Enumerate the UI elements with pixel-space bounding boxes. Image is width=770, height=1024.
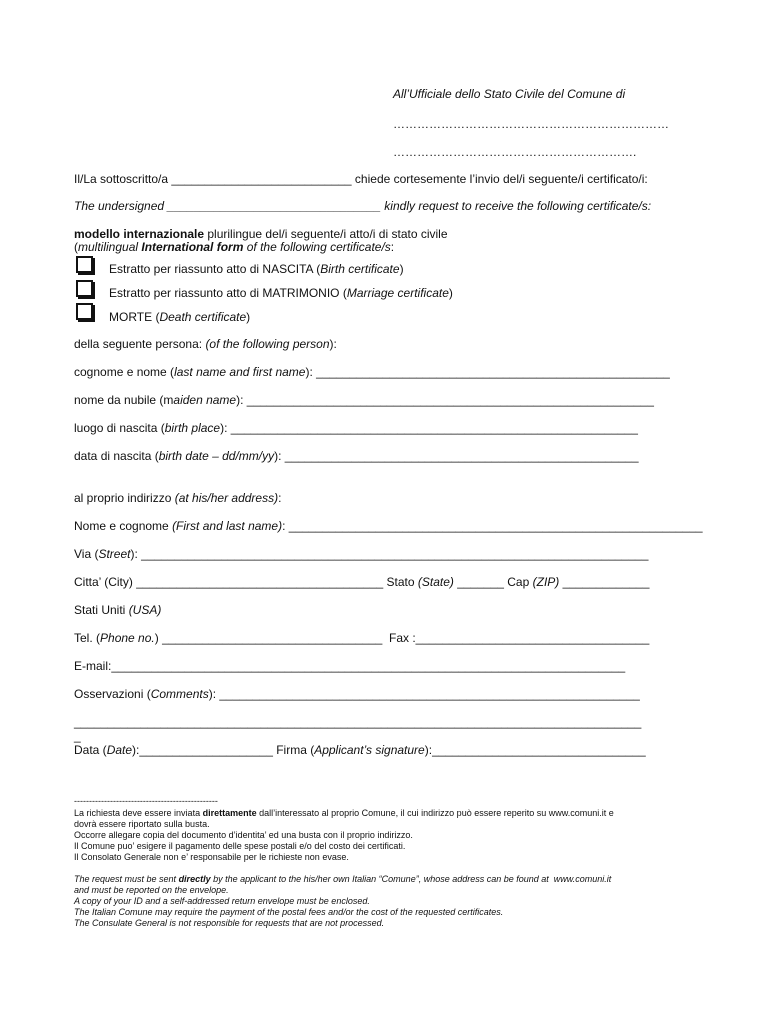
tel-label: Tel. ( (74, 631, 101, 645)
street-field[interactable]: ____________________________________________________________________________ (141, 547, 649, 561)
footnote-en-4: The Italian Comune may require the payment of the postal fees and/or the cost of the requested certificates. (74, 907, 504, 917)
footnote-en-5: The Consulate General is not responsible for requests that are not processed. (74, 918, 385, 928)
fn-en1-b: directly (178, 874, 211, 884)
birthplace-label: luogo di nascita ( (74, 421, 165, 435)
cert-it: MORTE ( (109, 310, 160, 324)
maiden-label-end: ): (236, 393, 247, 407)
model-bold: modello internazionale (74, 227, 205, 241)
cert-end: ) (399, 262, 404, 276)
surname-label-en: last name and first name (174, 365, 306, 379)
country-label: Stati Uniti (74, 603, 129, 617)
intro-en-suffix: kindly request to receive the following certificate/s: (380, 199, 652, 213)
name-row (74, 519, 703, 533)
zip-label-en: (ZIP) (532, 575, 560, 589)
email-field[interactable]: _____________________________________________________________________________ (111, 659, 626, 673)
notes-line-2[interactable]: _____________________________________________________________________________________ (74, 715, 642, 729)
cert-end: ) (448, 286, 453, 300)
signature-field[interactable]: ________________________________ (432, 743, 646, 757)
marriage-certificate-checkbox[interactable] (76, 280, 93, 297)
fn-en1-a: The request must be sent (74, 874, 179, 884)
city-row (74, 575, 649, 589)
city-field[interactable]: _____________________________________ (136, 575, 384, 589)
marriage-certificate-label (109, 286, 453, 300)
signature-label: Firma ( (272, 743, 315, 757)
zip-label: Cap (507, 575, 533, 589)
model-line-2 (74, 240, 394, 254)
phone-field[interactable]: _________________________________ (162, 631, 383, 645)
date-label-end: ): (132, 743, 140, 757)
birthplace-field[interactable]: _____________________________________________________________ (230, 421, 638, 435)
model-paren: ( (74, 240, 78, 254)
birthplace-row (74, 421, 638, 435)
address-heading-it: al proprio indirizzo (74, 491, 175, 505)
cert-it: Estratto per riassunto atto di MATRIMONIO ( (109, 286, 347, 300)
model-rest: plurilingue del/i seguente/i atto/i di stato civile (204, 227, 448, 241)
city-label: Citta’ (City) (74, 575, 137, 589)
birthdate-label: data di nascita ( (74, 449, 159, 463)
addressee-blank-1: …………………………………………………………… (393, 117, 669, 131)
street-label-en: Street (98, 547, 131, 561)
tel-label-en: Phone no. (100, 631, 155, 645)
birthdate-row (74, 449, 639, 463)
intro-en-prefix: The undersigned (74, 199, 168, 213)
state-label-en: (State) (417, 575, 454, 589)
name-label-en: (First and last name) (172, 519, 283, 533)
death-certificate-label (109, 310, 250, 324)
cert-en: Marriage certificate (346, 286, 449, 300)
model-colon: : (390, 240, 395, 254)
footnote-en-1 (74, 874, 611, 885)
footnote-it-5: Il Consolato Generale non e’ responsabile per le richieste non evase. (74, 852, 349, 862)
maiden-label: nome da nubile (m (74, 393, 174, 407)
notes-line-3[interactable]: _ (74, 729, 81, 743)
signature-label-end: ): (424, 743, 433, 757)
address-heading-en: (at his/her address) (174, 491, 279, 505)
birth-certificate-label (109, 262, 404, 276)
fn-it1-a: La richiesta deve essere inviata (74, 808, 203, 818)
surname-row (74, 365, 670, 379)
addressee-line: All’Ufficiale dello Stato Civile del Comune di (393, 87, 626, 101)
notes-label: Osservazioni ( (74, 687, 151, 701)
street-row (74, 547, 648, 561)
undersigned-name-blank-en[interactable]: ________________________________ (167, 199, 381, 213)
signature-label-en: Applicant’s signature (314, 743, 425, 757)
notes-row (74, 687, 640, 701)
cert-end: ) (246, 310, 251, 324)
date-signature-row (74, 743, 646, 757)
fax-label: Fax : (382, 631, 416, 645)
country-label-en: (USA) (128, 603, 162, 617)
fax-field[interactable]: ___________________________________ (415, 631, 650, 645)
death-certificate-checkbox[interactable] (76, 303, 93, 320)
intro-it-suffix: chiede cortesemente l’invio del/i seguente/i certificato/i: (351, 172, 648, 186)
model-following: of the following certificate/s (243, 240, 391, 254)
model-multilingual: multilingual (78, 240, 142, 254)
person-heading-it: della seguente persona: (74, 337, 206, 351)
birthplace-label-en: birth place (164, 421, 221, 435)
maiden-label-en: aiden name (173, 393, 237, 407)
undersigned-name-blank[interactable]: ___________________________ (171, 172, 352, 186)
zip-field[interactable]: _____________ (559, 575, 650, 589)
birthdate-label-end: ): (274, 449, 285, 463)
footnote-it-3: Occorre allegare copia del documento d’identita’ ed una busta con il proprio indirizzo. (74, 830, 413, 840)
maiden-name-field[interactable]: _____________________________________________________________ (246, 393, 654, 407)
cert-en: Birth certificate (320, 262, 400, 276)
date-field[interactable]: ____________________ (139, 743, 273, 757)
model-line-1 (74, 227, 448, 241)
model-intl-form: International form (141, 240, 244, 254)
email-row (74, 659, 625, 673)
name-label-end: : (282, 519, 289, 533)
surname-field[interactable]: _____________________________________________________ (316, 365, 670, 379)
footnote-it-1 (74, 808, 614, 819)
addressee-blank-2: ……………………………………………………. (393, 145, 637, 159)
intro-italian (74, 172, 648, 186)
country-row (74, 603, 161, 617)
name-label: Nome e cognome (74, 519, 173, 533)
birthdate-label-en: birth date – dd/mm/yy (158, 449, 275, 463)
footnote-en-2: and must be reported on the envelope. (74, 885, 229, 895)
recipient-name-field[interactable]: ______________________________________________________________ (288, 519, 703, 533)
notes-label-end: ): (208, 687, 220, 701)
notes-field[interactable]: _______________________________________________________________ (219, 687, 640, 701)
intro-english (74, 199, 651, 213)
footnote-rule: ------------------------------------------------ (74, 796, 218, 806)
email-label: E-mail: (74, 659, 112, 673)
state-label: Stato (383, 575, 418, 589)
intro-it-prefix: Il/La sottoscritto/a (74, 172, 172, 186)
date-label-en: Date (106, 743, 133, 757)
maiden-row (74, 393, 654, 407)
fn-it1-b: direttamente (202, 808, 257, 818)
birthdate-field[interactable]: _____________________________________________________ (284, 449, 639, 463)
notes-label-en: Comments (150, 687, 209, 701)
date-label: Data ( (74, 743, 107, 757)
fn-it1-c: dall’interessato al proprio Comune, il cui indirizzo può essere reperito su www.comuni.it e (256, 808, 614, 818)
footnote-en-3: A copy of your ID and a self-addressed return envelope must be enclosed. (74, 896, 370, 906)
cert-en: Death certificate (159, 310, 247, 324)
cert-it: Estratto per riassunto atto di NASCITA ( (109, 262, 321, 276)
footnote-it-2: dovrà essere riportato sulla busta. (74, 819, 210, 829)
state-field[interactable]: _______ (453, 575, 508, 589)
street-label: Via ( (74, 547, 99, 561)
person-heading (74, 337, 337, 351)
tel-label-end: ) (154, 631, 163, 645)
address-heading (74, 491, 281, 505)
person-heading-en: (of the following person (205, 337, 330, 351)
address-heading-end: : (278, 491, 282, 505)
street-label-end: ): (130, 547, 142, 561)
tel-row (74, 631, 649, 645)
birth-certificate-checkbox[interactable] (76, 256, 93, 273)
fn-en1-c: by the applicant to the his/her own Italian “Comune”, whose address can be found at www.comuni.it (210, 874, 612, 884)
surname-label-end: ): (305, 365, 317, 379)
footnote-it-4: Il Comune puo’ esigere il pagamento delle spese postali e/o del costo dei certificati. (74, 841, 406, 851)
birthplace-label-end: ): (220, 421, 231, 435)
surname-label: cognome e nome ( (74, 365, 175, 379)
person-heading-end: ): (329, 337, 337, 351)
